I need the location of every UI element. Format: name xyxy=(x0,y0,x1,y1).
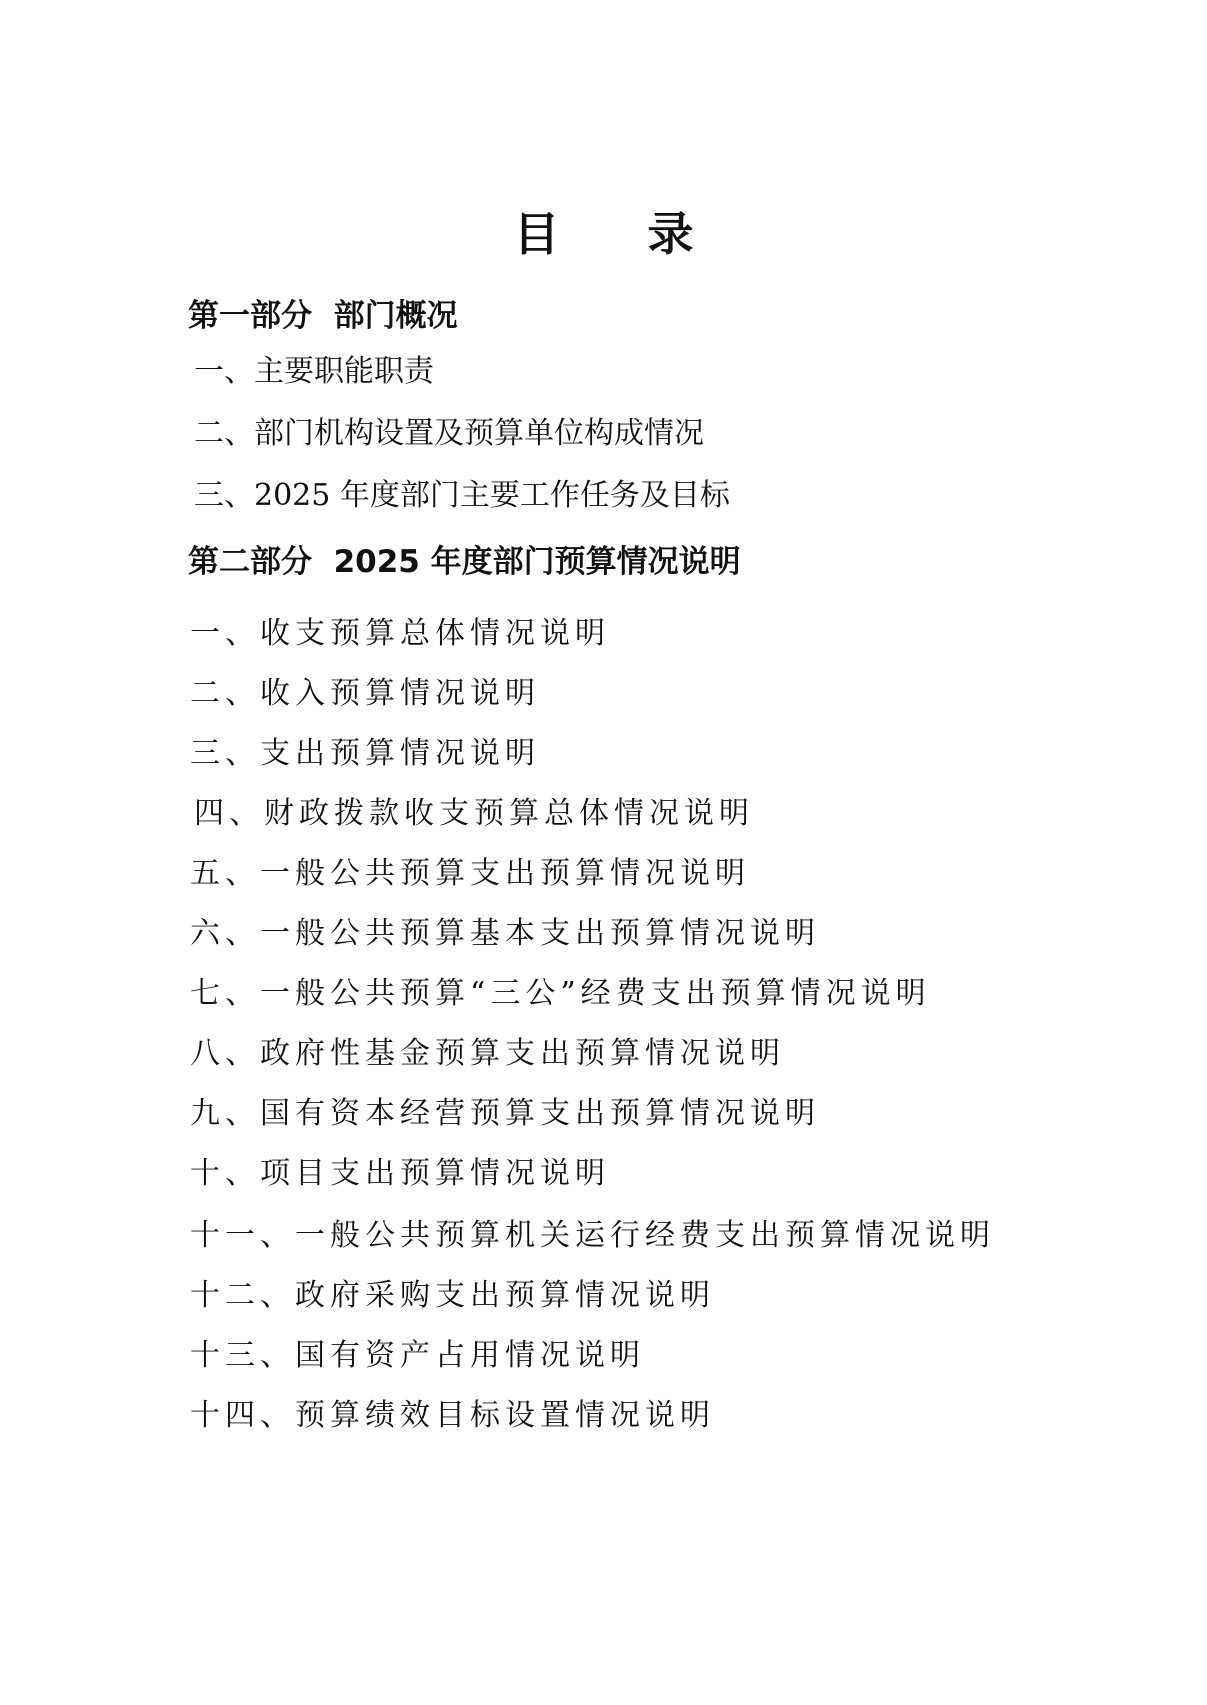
toc-item: 一、主要职能职责 xyxy=(194,354,434,389)
toc-item: 十、项目支出预算情况说明 xyxy=(190,1156,610,1191)
toc-item: 三、支出预算情况说明 xyxy=(190,736,540,771)
toc-item: 十一、一般公共预算机关运行经费支出预算情况说明 xyxy=(190,1218,995,1253)
toc-item: 七、一般公共预算“三公”经费支出预算情况说明 xyxy=(190,976,931,1011)
part-two-heading: 第二部分 2025 年度部门预算情况说明 xyxy=(188,544,741,580)
page-title: 目录 xyxy=(513,207,782,261)
toc-item: 五、一般公共预算支出预算情况说明 xyxy=(190,856,750,891)
toc-item: 一、收支预算总体情况说明 xyxy=(190,616,610,651)
toc-item: 八、政府性基金预算支出预算情况说明 xyxy=(190,1036,785,1071)
toc-item: 六、一般公共预算基本支出预算情况说明 xyxy=(190,916,820,951)
toc-item: 二、收入预算情况说明 xyxy=(190,676,540,711)
part-one-heading: 第一部分 部门概况 xyxy=(188,298,458,334)
toc-item: 四、财政拨款收支预算总体情况说明 xyxy=(194,796,754,831)
toc-item: 十二、政府采购支出预算情况说明 xyxy=(190,1278,715,1313)
toc-item: 十三、国有资产占用情况说明 xyxy=(190,1338,645,1373)
toc-item: 九、国有资本经营预算支出预算情况说明 xyxy=(190,1096,820,1131)
toc-item: 二、部门机构设置及预算单位构成情况 xyxy=(194,416,704,451)
toc-item: 十四、预算绩效目标设置情况说明 xyxy=(190,1398,715,1433)
toc-item: 三、2025 年度部门主要工作任务及目标 xyxy=(194,478,730,513)
